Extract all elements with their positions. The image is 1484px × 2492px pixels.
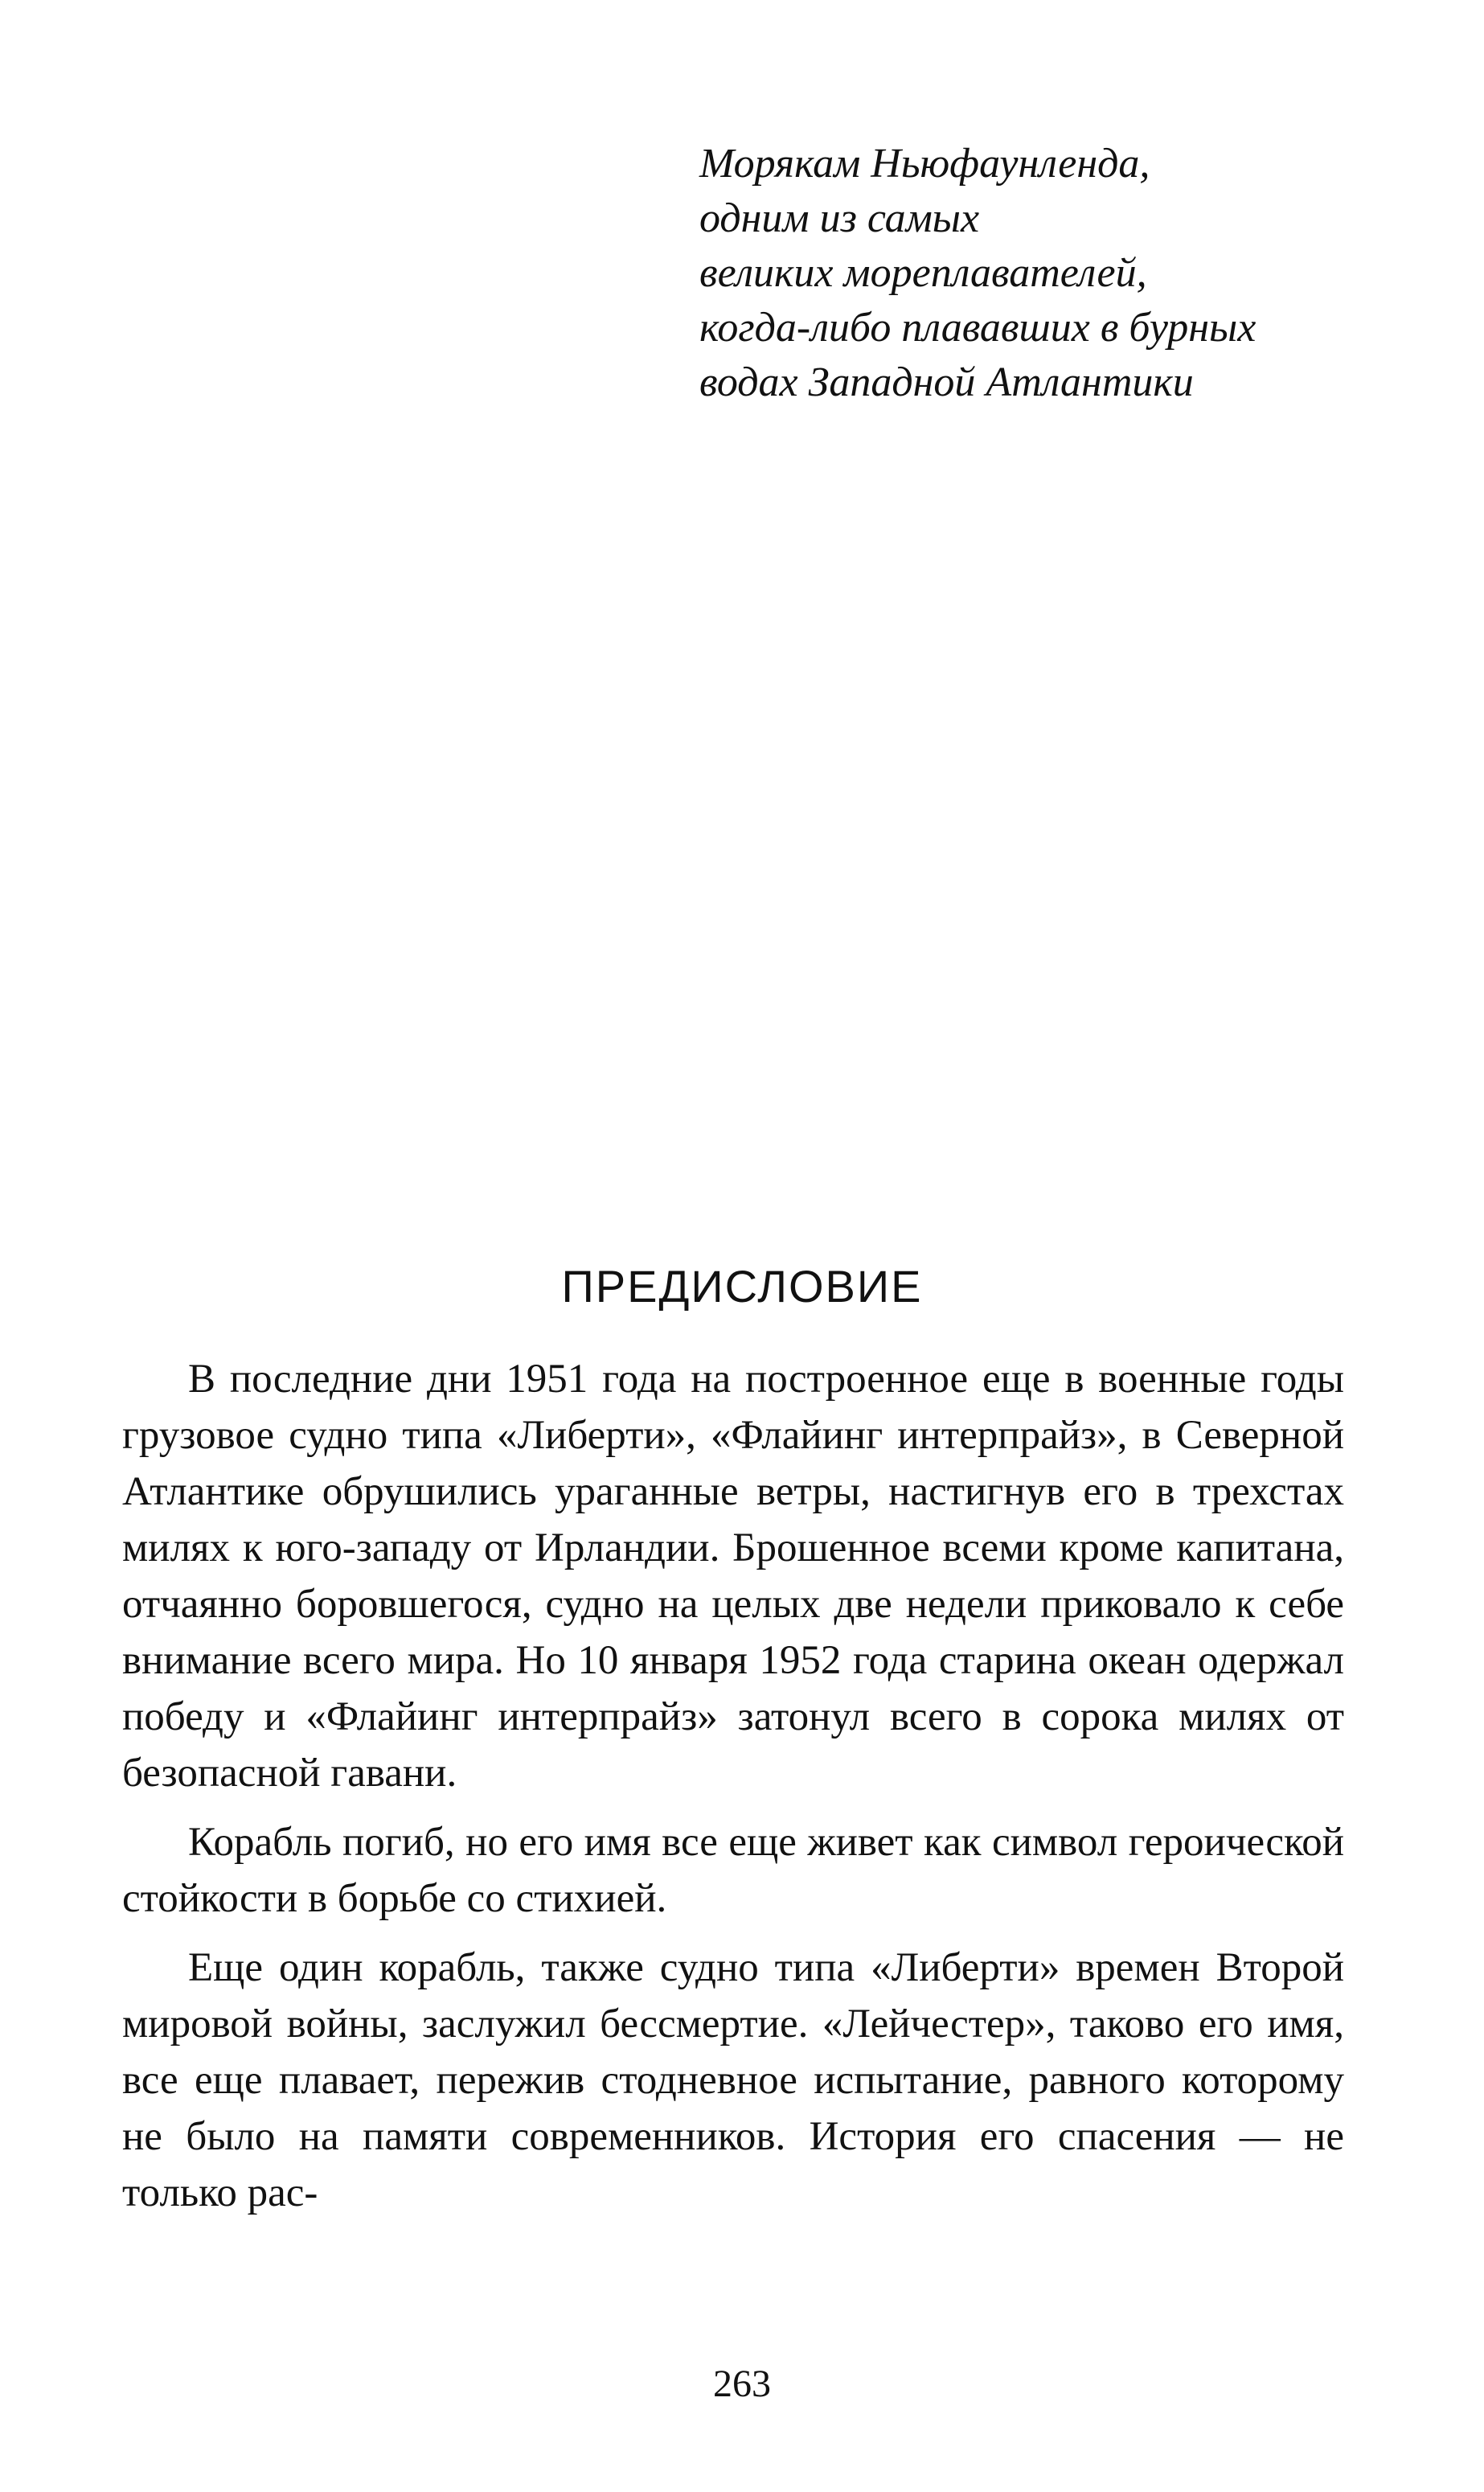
- body-text: [122, 1351, 1344, 2234]
- section-heading: ПРЕДИСЛОВИЕ: [561, 1261, 923, 1312]
- paragraph: Корабль погиб, но его имя все еще живет как символ героической стойкости в борьбе со стихией.: [122, 1820, 1344, 1921]
- paragraph: В последние дни 1951 года на построенное еще в военные годы грузовое судно типа «Либерти», «Флайинг интерпрайз», в Северной Атлантике обрушились ураганные ветры, настигнув его в трехстах милях к юго-западу от Ирландии. Брошенное всеми кроме капитана, отчаянно боровшегося, судно на целых две недели приковало к себе внимание всего мира. Но 10 января 1952 года старина океан одержал победу и «Флайинг интерпрайз» затонул всего в сорока милях от безопасной гавани.: [122, 1357, 1344, 1796]
- page-number: 263: [713, 2363, 771, 2405]
- epigraph: Морякам Ньюфаунленда, одним из самых великих мореплавателей, когда-либо плававших в бурных водах Западной Атлантики: [699, 141, 1256, 405]
- paragraph: Еще один корабль, также судно типа «Либерти» времен Второй мировой войны, заслужил бессмертие. «Лейчестер», таково его имя, все еще плавает, пережив стодневное испытание, равного которому не было на памяти современников. История его спасения — не только рас-: [122, 1945, 1344, 2215]
